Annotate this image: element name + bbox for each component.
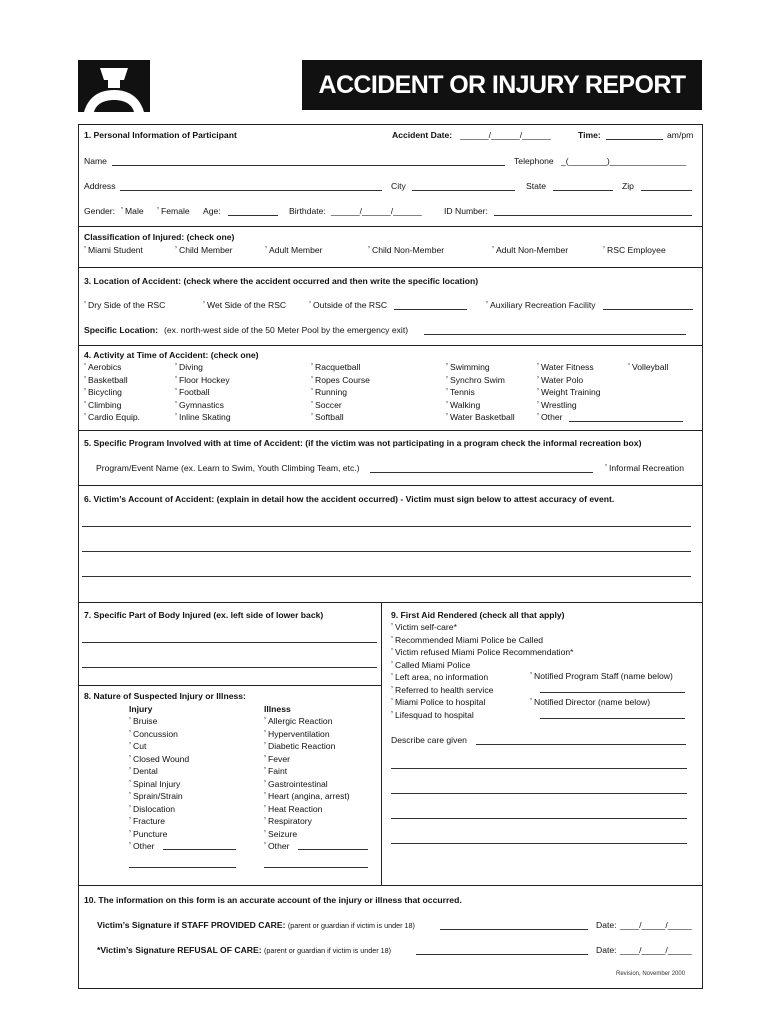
zip-label: Zip: [622, 181, 634, 191]
injury-other[interactable]: ʼ Other: [129, 840, 189, 853]
specific-location-label: Specific Location:: [84, 325, 159, 335]
female-checkbox[interactable]: ʼ Female: [157, 206, 190, 216]
activity-column-1: [84, 361, 140, 424]
form-title: ACCIDENT OR INJURY REPORT: [318, 71, 686, 99]
section-4-heading: 4. Activity at Time of Accident: (check one): [84, 350, 259, 360]
injury-closed-wound[interactable]: ʼ Closed Wound: [129, 753, 189, 766]
activity-column-5: [537, 361, 601, 424]
activity-bicycling[interactable]: ʼ Bicycling: [84, 386, 140, 399]
activity-racquetball[interactable]: ʼ Racquetball: [311, 361, 370, 374]
activity-other-field[interactable]: [569, 421, 683, 422]
activity-weight-training[interactable]: ʼ Weight Training: [537, 386, 601, 399]
activity-ropes-course[interactable]: ʼ Ropes Course: [311, 374, 370, 387]
activity-column-4: [446, 361, 515, 424]
telephone-field[interactable]: _(________)________________: [561, 156, 687, 166]
body-part-line-1[interactable]: [82, 642, 377, 643]
staff-care-date-label: Date:: [596, 920, 617, 930]
describe-care-line-3[interactable]: [391, 793, 687, 794]
section-1-heading: 1. Personal Information of Participant: [84, 130, 237, 140]
activity-walking[interactable]: ʼ Walking: [446, 399, 515, 412]
classification-child-non-member[interactable]: ʼ Child Non-Member: [368, 245, 444, 255]
injury-dental[interactable]: ʼ Dental: [129, 765, 189, 778]
activity-football[interactable]: ʼ Football: [175, 386, 231, 399]
refusal-signature-note: (parent or guardian if victim is under 18): [263, 946, 392, 955]
illness-list: [264, 715, 350, 853]
activity-gymnastics[interactable]: ʼ Gymnastics: [175, 399, 231, 412]
activity-water-basketball[interactable]: ʼ Water Basketball: [446, 411, 515, 424]
injury-cut[interactable]: ʼ Cut: [129, 740, 189, 753]
city-field[interactable]: [412, 190, 515, 191]
gender-label: Gender:: [84, 206, 116, 216]
staff-care-signature-label: [97, 920, 415, 930]
illness-heart[interactable]: ʼ Heart (angina, arrest): [264, 790, 350, 803]
program-event-label: Program/Event Name (ex. Learn to Swim, Youth Climbing Team, etc.): [96, 463, 360, 473]
notified-staff-checkbox[interactable]: ʼ Notified Program Staff (name below): [530, 671, 673, 681]
activity-basketball[interactable]: ʼ Basketball: [84, 374, 140, 387]
injury-spinal[interactable]: ʼ Spinal Injury: [129, 778, 189, 791]
name-label: Name: [84, 156, 107, 166]
male-checkbox[interactable]: ʼ Male: [121, 206, 144, 216]
activity-running[interactable]: ʼ Running: [311, 386, 370, 399]
activity-swimming[interactable]: ʼ Swimming: [446, 361, 515, 374]
organization-logo: [78, 60, 150, 112]
activity-soccer[interactable]: ʼ Soccer: [311, 399, 370, 412]
injury-sprain-strain[interactable]: ʼ Sprain/Strain: [129, 790, 189, 803]
first-aid-left-area[interactable]: ʼ Left area, no information: [391, 671, 573, 684]
activity-climbing[interactable]: ʼ Climbing: [84, 399, 140, 412]
illness-allergic-reaction[interactable]: ʼ Allergic Reaction: [264, 715, 350, 728]
title-bar: [302, 60, 702, 110]
activity-softball[interactable]: ʼ Softball: [311, 411, 370, 424]
classification-child-member[interactable]: ʼ Child Member: [175, 245, 233, 255]
activity-column-2: [175, 361, 231, 424]
activity-aerobics[interactable]: ʼ Aerobics: [84, 361, 140, 374]
classification-rsc-employee[interactable]: ʼ RSC Employee: [603, 245, 666, 255]
classification-adult-member[interactable]: ʼ Adult Member: [265, 245, 323, 255]
name-field[interactable]: [112, 165, 505, 166]
state-label: State: [526, 181, 547, 191]
activity-water-fitness[interactable]: ʼ Water Fitness: [537, 361, 601, 374]
accident-date-field[interactable]: ______/______/______: [460, 130, 551, 140]
first-aid-recommended-police[interactable]: ʼ Recommended Miami Police be Called: [391, 634, 573, 647]
accident-date-label: Accident Date:: [392, 130, 453, 140]
activity-other[interactable]: ʼ Other: [537, 411, 601, 424]
specific-location-hint: (ex. north-west side of the 50 Meter Pool by the emergency exit): [164, 325, 409, 335]
refusal-signature-field[interactable]: [416, 954, 588, 955]
location-outside[interactable]: ʼ Outside of the RSC: [309, 300, 387, 310]
section-7-heading: 7. Specific Part of Body Injured (ex. left side of lower back): [84, 610, 324, 620]
injury-puncture[interactable]: ʼ Puncture: [129, 828, 189, 841]
account-line-2[interactable]: [82, 551, 691, 552]
classification-adult-non-member[interactable]: ʼ Adult Non-Member: [492, 245, 568, 255]
time-field[interactable]: [606, 139, 663, 140]
notified-staff-field[interactable]: [540, 692, 685, 693]
refusal-date-label: Date:: [596, 945, 617, 955]
id-number-field[interactable]: [494, 215, 692, 216]
first-aid-lifesquad[interactable]: ʼ Lifesquad to hospital: [391, 709, 573, 722]
illness-hyperventilation[interactable]: ʼ Hyperventilation: [264, 728, 350, 741]
staff-care-date-field[interactable]: ____/_____/_____: [620, 920, 692, 930]
ampm-label: am/pm: [667, 130, 694, 140]
first-aid-called-police[interactable]: ʼ Called Miami Police: [391, 659, 573, 672]
notified-director-checkbox[interactable]: ʼ Notified Director (name below): [530, 697, 650, 707]
staff-care-signature-note: (parent or guardian if victim is under 18): [287, 921, 415, 930]
injury-column-label: Injury: [129, 704, 153, 714]
activity-synchro-swim[interactable]: ʼ Synchro Swim: [446, 374, 515, 387]
body-part-line-2[interactable]: [82, 667, 377, 668]
illness-other-line-2[interactable]: [264, 867, 368, 868]
address-field[interactable]: [120, 190, 382, 191]
refusal-date-field[interactable]: ____/_____/_____: [620, 945, 692, 955]
program-event-field[interactable]: [370, 472, 593, 473]
location-dry-side[interactable]: ʼ Dry Side of the RSC: [84, 300, 165, 310]
section-5-heading: 5. Specific Program Involved with at time of Accident: (if the victim was not participating in a program check the informal recreation box): [84, 438, 642, 448]
account-line-1[interactable]: [82, 526, 691, 527]
revision-note: Revision, November 2000: [616, 971, 686, 977]
notified-director-field[interactable]: [540, 718, 685, 719]
first-aid-refused-police[interactable]: ʼ Victim refused Miami Police Recommendation*: [391, 646, 573, 659]
activity-water-polo[interactable]: ʼ Water Polo: [537, 374, 601, 387]
location-auxiliary[interactable]: ʼ Auxiliary Recreation Facility: [486, 300, 596, 310]
activity-tennis[interactable]: ʼ Tennis: [446, 386, 515, 399]
first-aid-health-service[interactable]: ʼ Referred to health service: [391, 684, 573, 697]
refusal-signature-title: *Victim’s Signature REFUSAL OF CARE:: [97, 945, 262, 955]
illness-respiratory[interactable]: ʼ Respiratory: [264, 815, 350, 828]
age-field[interactable]: [228, 215, 278, 216]
injury-list: [129, 715, 189, 853]
describe-care-line-4[interactable]: [391, 818, 687, 819]
auxiliary-location-field[interactable]: [603, 309, 693, 310]
illness-other-field[interactable]: [298, 849, 368, 850]
activity-wrestling[interactable]: ʼ Wrestling: [537, 399, 601, 412]
section-8-heading: 8. Nature of Suspected Injury or Illness:: [84, 691, 246, 701]
illness-seizure[interactable]: ʼ Seizure: [264, 828, 350, 841]
activity-inline-skating[interactable]: ʼ Inline Skating: [175, 411, 231, 424]
illness-heat-reaction[interactable]: ʼ Heat Reaction: [264, 803, 350, 816]
staff-care-signature-title: Victim’s Signature if STAFF PROVIDED CARE:: [97, 920, 286, 930]
section-2-heading: Classification of Injured: (check one): [84, 232, 235, 242]
account-line-3[interactable]: [82, 576, 691, 577]
activity-cardio-equip[interactable]: ʼ Cardio Equip.: [84, 411, 140, 424]
describe-care-line-1[interactable]: [476, 744, 686, 745]
illness-column-label: Illness: [264, 704, 291, 714]
informal-recreation-checkbox[interactable]: ʼ Informal Recreation: [605, 463, 684, 473]
section-9-heading: 9. First Aid Rendered (check all that apply): [391, 610, 565, 620]
describe-care-label: Describe care given: [391, 735, 467, 745]
illness-other[interactable]: ʼ Other: [264, 840, 350, 853]
illness-fever[interactable]: ʼ Fever: [264, 753, 350, 766]
activity-column-6: [628, 361, 668, 374]
describe-care-line-5[interactable]: [391, 843, 687, 844]
first-aid-police-hospital[interactable]: ʼ Miami Police to hospital: [391, 696, 573, 709]
first-aid-self-care[interactable]: ʼ Victim self-care*: [391, 621, 573, 634]
injury-concussion[interactable]: ʼ Concussion: [129, 728, 189, 741]
illness-gastrointestinal[interactable]: ʼ Gastrointestinal: [264, 778, 350, 791]
injury-dislocation[interactable]: ʼ Dislocation: [129, 803, 189, 816]
section-3-heading: 3. Location of Accident: (check where the accident occurred and then write the specific location): [84, 276, 479, 286]
state-field[interactable]: [553, 190, 613, 191]
age-label: Age:: [203, 206, 221, 216]
address-label: Address: [84, 181, 116, 191]
injury-bruise[interactable]: ʼ Bruise: [129, 715, 189, 728]
birthdate-label: Birthdate:: [289, 206, 326, 216]
location-wet-side[interactable]: ʼ Wet Side of the RSC: [203, 300, 286, 310]
outside-location-field[interactable]: [394, 309, 467, 310]
zip-field[interactable]: [641, 190, 692, 191]
injury-fracture[interactable]: ʼ Fracture: [129, 815, 189, 828]
classification-miami-student[interactable]: ʼ Miami Student: [84, 245, 143, 255]
birthdate-field[interactable]: ______/______/______: [331, 206, 422, 216]
refusal-signature-label: [97, 945, 391, 955]
activity-volleyball[interactable]: ʼ Volleyball: [628, 361, 668, 374]
injury-other-line-2[interactable]: [129, 867, 236, 868]
activity-floor-hockey[interactable]: ʼ Floor Hockey: [175, 374, 231, 387]
time-label: Time:: [578, 130, 601, 140]
section-6-heading: 6. Victim’s Account of Accident: (explain in detail how the accident occurred) - Victim must sign below to attest accuracy of event.: [84, 494, 615, 504]
id-number-label: ID Number:: [444, 206, 488, 216]
telephone-label: Telephone: [514, 156, 554, 166]
specific-location-field[interactable]: [424, 334, 686, 335]
illness-diabetic-reaction[interactable]: ʼ Diabetic Reaction: [264, 740, 350, 753]
activity-diving[interactable]: ʼ Diving: [175, 361, 231, 374]
staff-care-signature-field[interactable]: [440, 929, 588, 930]
illness-faint[interactable]: ʼ Faint: [264, 765, 350, 778]
activity-column-3: [311, 361, 370, 424]
injury-other-field[interactable]: [163, 849, 236, 850]
city-label: City: [391, 181, 406, 191]
section-10-heading: 10. The information on this form is an accurate account of the injury or illness that occurred.: [84, 895, 462, 905]
describe-care-line-2[interactable]: [391, 768, 687, 769]
